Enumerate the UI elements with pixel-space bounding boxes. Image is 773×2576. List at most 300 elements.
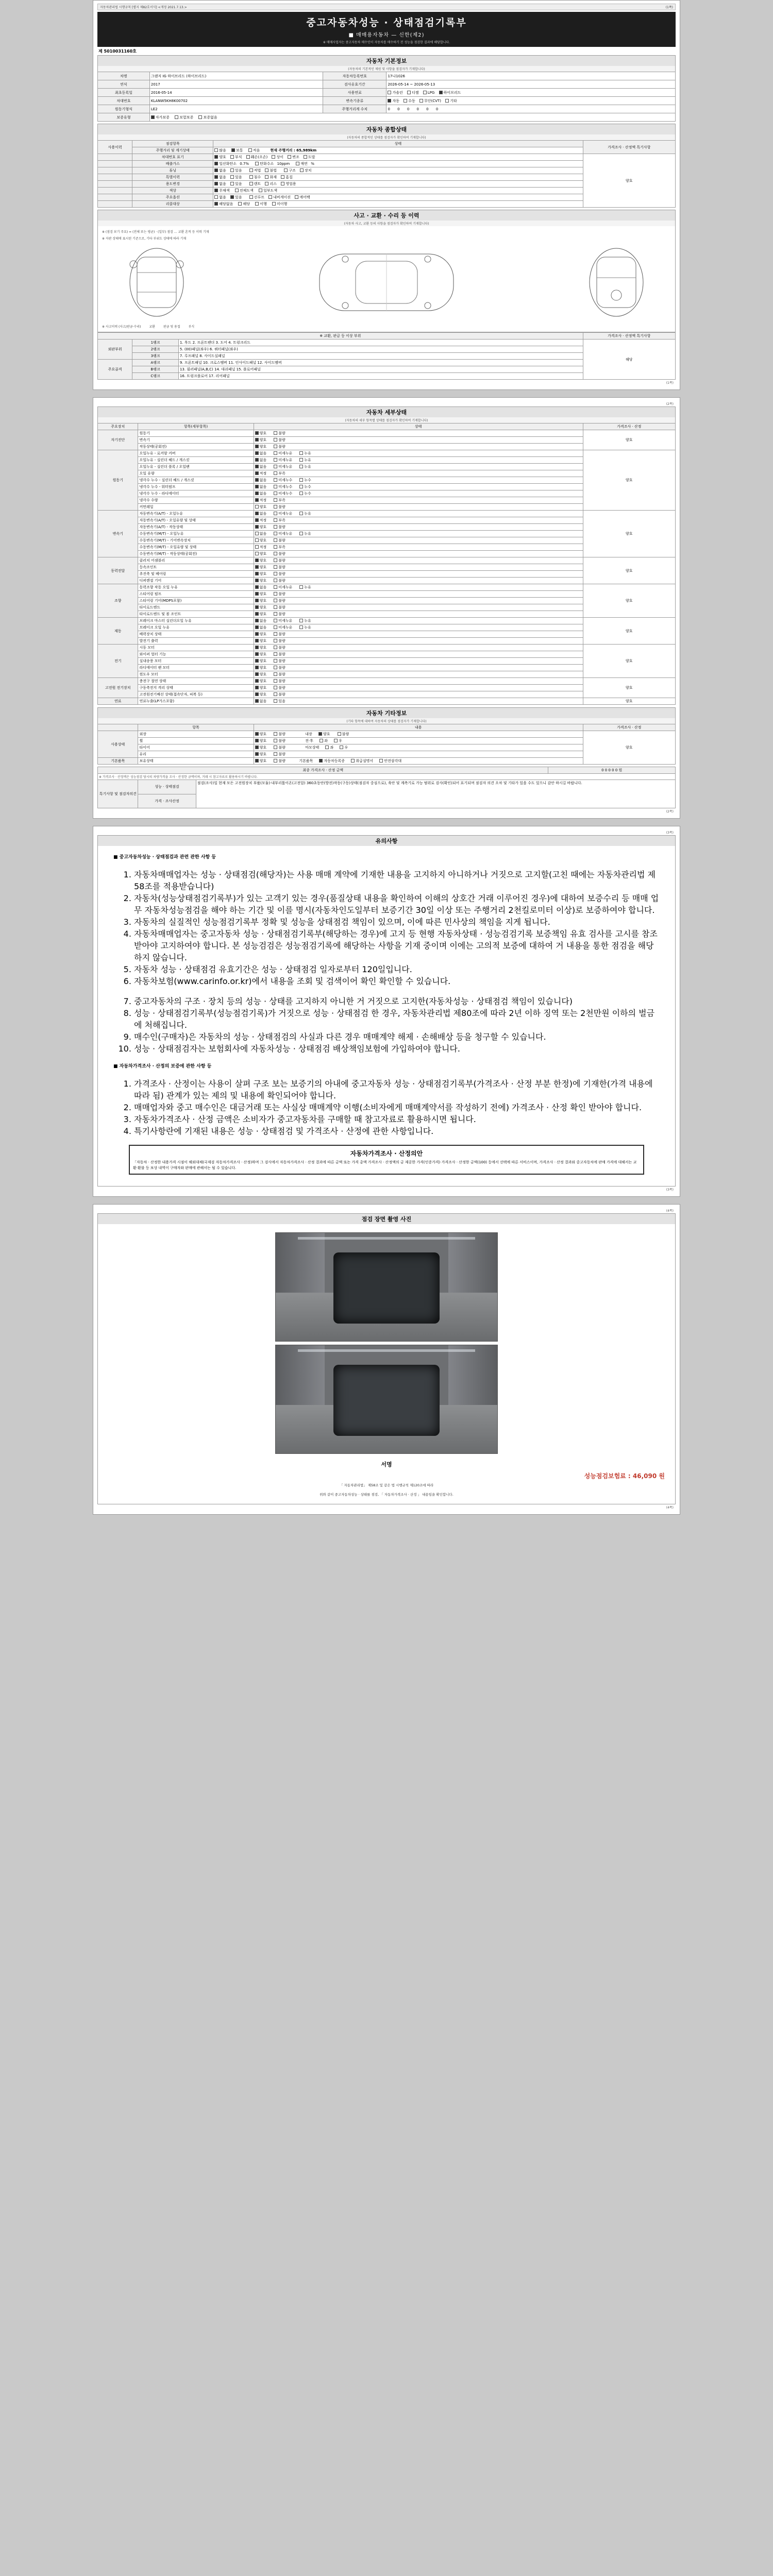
checkbox-selfdiag-0-ok[interactable]: [255, 431, 259, 435]
checkbox-driveline-3-ok[interactable]: [255, 579, 259, 582]
checkbox-driveline-3-bad[interactable]: [274, 579, 277, 582]
checkbox-vin-different[interactable]: [272, 155, 275, 159]
checkbox-steering-4-ok[interactable]: [255, 612, 259, 616]
checkbox-options-none[interactable]: [214, 195, 218, 199]
checkbox-trans-etc[interactable]: [445, 99, 449, 103]
checkbox-trans-3-none[interactable]: [255, 532, 259, 535]
checkbox-tire-left[interactable]: [325, 745, 329, 749]
checkbox-selfdiag-2-bad[interactable]: [274, 445, 277, 448]
checkbox-brake-0-leak[interactable]: [299, 619, 303, 622]
overall-row-color-label: 색상: [132, 188, 213, 194]
checkbox-tire-bad[interactable]: [274, 745, 277, 749]
checkbox-glass-ok[interactable]: [255, 752, 259, 756]
checkbox-trans-4-ok[interactable]: [255, 538, 259, 542]
recall-opt-0: 해당없음: [219, 202, 233, 206]
opt-electric-2-1: 불량: [278, 659, 285, 663]
checkbox-fuel-0-yes[interactable]: [274, 699, 277, 703]
checkbox-brake-0-none[interactable]: [255, 619, 259, 622]
panel-rank-2: 2랭크: [132, 346, 179, 353]
overall-row-tuning-state: [213, 167, 583, 174]
checkbox-interior-bad[interactable]: [338, 732, 341, 736]
detail-item-driveline-0: 클러치 어셈블리: [138, 557, 254, 564]
checkbox-fuel-lpg[interactable]: [423, 91, 427, 94]
legend-item-2: 부식: [188, 325, 195, 329]
car-rear-view-icon: [565, 244, 668, 321]
checkbox-doc-manual[interactable]: [351, 759, 355, 762]
opt-engine-3-0: 적정: [259, 471, 267, 476]
checkbox-options-sunroof[interactable]: [249, 195, 253, 199]
detail-remark-brake: 양호: [583, 618, 675, 645]
inspection-photo-1: [275, 1232, 498, 1342]
checkbox-doc-triangle[interactable]: [379, 759, 383, 762]
section-accident-sub: (자동차 사고, 교환 등의 사항을 점검자가 확인하여 기재합니다): [97, 221, 676, 226]
checkbox-items-ok[interactable]: [255, 759, 259, 762]
panel-rank-table: [97, 332, 676, 380]
checkbox-fuel-hybrid[interactable]: [439, 91, 443, 94]
other-col-item: 항목: [138, 724, 254, 731]
opinion-row-0-key: 성능 · 상태점검: [138, 780, 196, 794]
checkbox-steering-1-bad[interactable]: [274, 592, 277, 596]
checkbox-engine-7-low[interactable]: [274, 498, 277, 502]
opt-int-1: 불량: [342, 732, 349, 736]
opt-engine-6-0: 없음: [259, 492, 267, 496]
checkbox-electric-4-ok[interactable]: [255, 672, 259, 676]
checkbox-special-flood[interactable]: [249, 175, 253, 179]
checkbox-vin-erased[interactable]: [304, 155, 307, 159]
checkbox-electric-1-bad[interactable]: [274, 652, 277, 656]
checkbox-exterior-bad[interactable]: [274, 732, 277, 736]
checkbox-glass-bad[interactable]: [274, 752, 277, 756]
detail-state-brake-1: [254, 624, 583, 631]
other-remark-value: 양호: [583, 731, 675, 765]
opt-glass-0: 양호: [259, 752, 267, 756]
checkbox-driveline-2-ok[interactable]: [255, 572, 259, 575]
overall-left-head-7: [98, 188, 132, 194]
panel-rank-a: A랭크: [132, 360, 179, 366]
checkbox-hv-1-ok[interactable]: [255, 686, 259, 689]
label-vin: 차대번호: [98, 97, 150, 105]
detail-group-electric: 전기: [98, 645, 138, 678]
checkbox-engine-6-none[interactable]: [255, 492, 259, 495]
section-detail-sub: (자동차의 세부 항목별 상태를 점검자가 확인하여 기재합니다): [97, 417, 676, 423]
checkbox-wheel-ok[interactable]: [255, 739, 259, 742]
final-price-note: ※ 가격조사 · 산정액은 성능점검 당시의 차량가격을 조사 · 산정한 금액이며, 거래 시 참고자료로 활용하시기 바랍니다.: [98, 774, 676, 780]
notice-item-2-2: 9. 매수인(구매자)은 자동차의 성능 · 상태점검의 사실과 다른 경우 매매계약 해제 · 손해배상 등을 청구할 수 있습니다.: [134, 1030, 660, 1042]
checkbox-electric-2-bad[interactable]: [274, 659, 277, 663]
opinion-body: 점검(조사)일 현재 모든 고전원장치 부품(모듈)·내부리튬이온(고전압) 360초동안(방전)작동(구동)상태(점검자 중심으로), 육안 및 계측기로 가능 범위로 검사(확인)되어 표기되며 점검자 의견 오차 및 기타가 있을 수도 있으니 감안 하시길 바랍니다.: [196, 780, 675, 808]
checkbox-driveline-2-bad[interactable]: [274, 572, 277, 575]
opt-selfdiag-1-1: 불량: [278, 438, 285, 442]
checkbox-engine-4-micro[interactable]: [274, 478, 277, 482]
checkbox-engine-1-leak[interactable]: [299, 458, 303, 462]
label-trans: 변속기종류: [323, 97, 386, 105]
opt-brake-0-0: 없음: [259, 619, 267, 623]
notice-list-1: [113, 868, 660, 987]
checkbox-mileage-normal[interactable]: [231, 148, 235, 152]
section-basic-info-title: 자동차 기본정보: [97, 55, 676, 66]
detail-group-trans: 변속기: [98, 511, 138, 557]
checkbox-steering-2-ok[interactable]: [255, 599, 259, 602]
checkbox-steering-3-ok[interactable]: [255, 605, 259, 609]
checkbox-vin-altered[interactable]: [288, 155, 291, 159]
detail-state-trans-1: [254, 517, 583, 524]
checkbox-selfdiag-1-ok[interactable]: [255, 438, 259, 442]
opt-selfdiag-0-1: 불량: [278, 431, 285, 435]
checkbox-usechange-none[interactable]: [214, 182, 218, 185]
checkbox-electric-4-bad[interactable]: [274, 672, 277, 676]
options-opt-0: 없음: [219, 195, 226, 199]
checkbox-brake-0-micro[interactable]: [274, 619, 277, 622]
checkbox-trans-5-low[interactable]: [274, 545, 277, 549]
checkbox-trans-3-leak[interactable]: [299, 532, 303, 535]
detail-item-steering-0: 동력조향 작동 오일 누유: [138, 584, 254, 591]
opt-trans-3-1: 미세누유: [278, 532, 293, 536]
checkbox-emission-co[interactable]: [214, 162, 218, 165]
checkbox-steering-0-leak[interactable]: [299, 585, 303, 589]
checkbox-brake-1-micro[interactable]: [274, 625, 277, 629]
checkbox-engine-2-none[interactable]: [255, 465, 259, 468]
checkbox-trans-0-leak[interactable]: [299, 512, 303, 515]
checkbox-selfdiag-0-bad[interactable]: [274, 431, 277, 435]
opt-electric-0-1: 불량: [278, 646, 285, 650]
detail-state-steering-4: [254, 611, 583, 618]
checkbox-recall-done[interactable]: [255, 202, 259, 206]
checkbox-trans-cvt[interactable]: [419, 99, 423, 103]
checkbox-special-none[interactable]: [214, 175, 218, 179]
checkbox-trans-6-ok[interactable]: [255, 552, 259, 555]
checkbox-usechange-biz[interactable]: [281, 182, 284, 185]
checkbox-engine-8-bad[interactable]: [274, 505, 277, 509]
opt-electric-2-0: 양호: [259, 659, 267, 663]
checkbox-special-fire[interactable]: [265, 175, 268, 179]
checkbox-brake-2-bad[interactable]: [274, 632, 277, 636]
checkbox-engine-8-ok[interactable]: [255, 505, 259, 509]
checkbox-trans-2-bad[interactable]: [274, 525, 277, 529]
section-overall-title: 자동차 종합상태: [97, 124, 676, 134]
detail-state-electric-4: [254, 671, 583, 678]
checkbox-steering-1-ok[interactable]: [255, 592, 259, 596]
checkbox-engine-4-leak[interactable]: [299, 478, 303, 482]
checkbox-vin-corrosion[interactable]: [230, 155, 234, 159]
checkbox-tuning-none[interactable]: [214, 168, 218, 172]
checkbox-brake-2-ok[interactable]: [255, 632, 259, 636]
checkbox-warranty-ins[interactable]: [175, 115, 178, 119]
detail-item-brake-0: 브레이크 마스터 실린더오일 누유: [138, 618, 254, 624]
opt-trans-6-0: 양호: [259, 552, 267, 556]
diagram-legend: [100, 323, 673, 330]
form-code: 자동차관리법 시행규칙 [별지 제82호서식] <개정 2021.7.13.>: [100, 6, 187, 9]
detail-col-state: 상태: [254, 423, 583, 430]
opt-driveline-2-1: 불량: [278, 572, 285, 576]
checkbox-hv-1-bad[interactable]: [274, 686, 277, 689]
label-warranty: 보증유형: [98, 113, 150, 122]
checkbox-electric-0-ok[interactable]: [255, 646, 259, 649]
detail-state-steering-3: [254, 604, 583, 611]
checkbox-engine-4-none[interactable]: [255, 478, 259, 482]
checkbox-options-airbag[interactable]: [295, 195, 298, 199]
other-info-table: [97, 724, 676, 765]
detail-item-hv-1: 구동축전지 격리 상태: [138, 685, 254, 691]
opt-driveline-3-0: 양호: [259, 579, 267, 583]
checkbox-trans-auto[interactable]: [388, 99, 391, 103]
other-item-1b: 전·후: [305, 739, 313, 743]
checkbox-exterior-ok[interactable]: [255, 732, 259, 736]
opt-steering-3-0: 양호: [259, 605, 267, 609]
detail-state-selfdiag-0: [254, 430, 583, 437]
usechange-opt-1: 있음: [234, 182, 242, 186]
photo-1-lamp: [298, 1237, 475, 1240]
detail-state-hv-2: [254, 691, 583, 698]
detail-state-engine-1: [254, 457, 583, 464]
detail-remark-steering: 양호: [583, 584, 675, 618]
checkbox-engine-7-ok[interactable]: [255, 498, 259, 502]
detail-col-remark: 가격조사 · 산정: [583, 423, 675, 430]
checkbox-trans-1-low[interactable]: [274, 518, 277, 522]
checkbox-trans-0-micro[interactable]: [274, 512, 277, 515]
opt-electric-1-0: 양호: [259, 652, 267, 656]
checkbox-recall-yes[interactable]: [238, 202, 242, 206]
label-mileage: 주행거리계 수치: [323, 105, 386, 113]
notice-item-1-0: 1. 자동차매매업자는 성능 · 상태점검(해당자)는 사용 매매 계약에 기재한 내용을 고지하지 아니하거나 거짓으로 고지할(고친 때에는 자동차관리법 제58조를 적용받습니다): [134, 868, 660, 892]
checkbox-recall-na[interactable]: [214, 202, 218, 206]
checkbox-driveline-0-bad[interactable]: [274, 558, 277, 562]
checkbox-special-yes[interactable]: [230, 175, 234, 179]
detail-state-engine-0: [254, 450, 583, 457]
opt-electric-3-0: 양호: [259, 666, 267, 670]
checkbox-steering-4-bad[interactable]: [274, 612, 277, 616]
checkbox-usechange-yes[interactable]: [230, 182, 234, 185]
opt-hv-2-0: 양호: [259, 692, 267, 697]
checkbox-engine-5-leak[interactable]: [299, 485, 303, 488]
checkbox-usechange-rent[interactable]: [249, 182, 253, 185]
checkbox-brake-3-bad[interactable]: [274, 639, 277, 642]
checkbox-driveline-1-bad[interactable]: [274, 565, 277, 569]
checkbox-selfdiag-1-bad[interactable]: [274, 438, 277, 442]
opt-brake-0-2: 누유: [304, 619, 311, 623]
checkbox-engine-0-micro[interactable]: [274, 451, 277, 455]
special-opt-0: 없음: [219, 175, 226, 179]
checkbox-electric-1-ok[interactable]: [255, 652, 259, 656]
value-trans: [386, 97, 676, 105]
checkbox-mileage-high[interactable]: [214, 148, 218, 152]
opt-engine-2-2: 누유: [304, 465, 311, 469]
value-vin: KLANW5KH8K00702: [149, 97, 323, 105]
checkbox-color-full[interactable]: [235, 189, 239, 192]
opt-hv-0-0: 양호: [259, 679, 267, 683]
opt-glass-1: 불량: [278, 752, 285, 756]
overall-row-recall-label: 리콜대상: [132, 201, 213, 208]
opt-driveline-0-1: 불량: [278, 558, 285, 563]
checkbox-trans-4-bad[interactable]: [274, 538, 277, 542]
checkbox-engine-2-leak[interactable]: [299, 465, 303, 468]
detail-state-trans-6: [254, 551, 583, 557]
checkbox-engine-3-low[interactable]: [274, 471, 277, 475]
checkbox-interior-ok[interactable]: [318, 732, 322, 736]
checkbox-driveline-1-ok[interactable]: [255, 565, 259, 569]
detail-col-item: 항목(세부항목): [138, 423, 254, 430]
detail-item-brake-1: 브레이크 오일 누유: [138, 624, 254, 631]
checkbox-electric-2-ok[interactable]: [255, 659, 259, 663]
checkbox-electric-3-bad[interactable]: [274, 666, 277, 669]
checkbox-items-bad[interactable]: [274, 759, 277, 762]
opinion-row-1-key: 가격 · 조사산정: [138, 794, 196, 808]
opt-tire-l: 좌: [330, 745, 334, 750]
opt-steering-1-1: 불량: [278, 592, 285, 596]
opt-engine-3-1: 부족: [278, 471, 285, 476]
opt-electric-4-1: 불량: [278, 672, 285, 676]
checkbox-vin-ok[interactable]: [214, 155, 218, 159]
opt-hv-1-1: 불량: [278, 686, 285, 690]
checkbox-wheel-right[interactable]: [334, 739, 338, 742]
section-basic-info-sub: (자동차의 기본적인 제원 및 사항을 점검자가 기재합니다): [97, 66, 676, 72]
checkbox-steering-0-micro[interactable]: [274, 585, 277, 589]
checkbox-hv-0-ok[interactable]: [255, 679, 259, 683]
opt-trans-3-2: 누유: [304, 532, 311, 536]
usechange-sub-0: 렌트: [254, 182, 261, 186]
notice-item-3-0: 1. 가격조사 · 산정이는 사용이 살펴 구조 보는 보증기의 아내에 중고자동차 성능 · 상태점검기록부(가격조사 · 산정 부분 한정)에 기재한(가격 내용에 따라 됨) 관계가 있는 제의 및 내용에 확인되어야 합니다.: [134, 1077, 660, 1101]
checkbox-trans-3-micro[interactable]: [274, 532, 277, 535]
other-item-4b: 기본품목: [299, 759, 313, 763]
checkbox-trans-manual[interactable]: [404, 99, 407, 103]
page-number-2: (2쪽): [666, 402, 674, 406]
checkbox-engine-5-micro[interactable]: [274, 485, 277, 488]
detail-group-steering: 조향: [98, 584, 138, 618]
detail-item-electric-1: 와이퍼 업터 기능: [138, 651, 254, 658]
checkbox-warranty-none[interactable]: [198, 115, 202, 119]
detail-remark-fuel: 양호: [583, 698, 675, 705]
checkbox-engine-1-micro[interactable]: [274, 458, 277, 462]
page-number-4: (4쪽): [666, 1209, 674, 1213]
checkbox-steering-0-none[interactable]: [255, 585, 259, 589]
opt-fuel-0-1: 있음: [278, 699, 285, 703]
checkbox-tuning-device[interactable]: [300, 168, 304, 172]
checkbox-hv-2-bad[interactable]: [274, 692, 277, 696]
checkbox-mileage-low[interactable]: [248, 148, 252, 152]
checkbox-recall-notdone[interactable]: [272, 202, 276, 206]
opt-trans-6-1: 불량: [278, 552, 285, 556]
panel-items-2: 5. (00)패널(좌우) 6. 쿼터패널(좌우): [178, 346, 583, 353]
checkbox-fuel-0-none[interactable]: [255, 699, 259, 703]
checkbox-brake-1-none[interactable]: [255, 625, 259, 629]
checkbox-trans-5-ok[interactable]: [255, 545, 259, 549]
tuning-opt-0: 없음: [219, 168, 226, 173]
warranty-opt-0: 자가보증: [155, 115, 170, 120]
checkbox-emission-hc[interactable]: [255, 162, 259, 165]
checkbox-tire-ok[interactable]: [255, 745, 259, 749]
detail-state-driveline-3: [254, 578, 583, 584]
checkbox-color-original[interactable]: [214, 189, 218, 192]
checkbox-engine-0-leak[interactable]: [299, 451, 303, 455]
checkbox-brake-1-leak[interactable]: [299, 625, 303, 629]
checkbox-trans-1-ok[interactable]: [255, 518, 259, 522]
checkbox-engine-3-ok[interactable]: [255, 471, 259, 475]
notice-list-3: [113, 1077, 660, 1137]
checkbox-engine-0-none[interactable]: [255, 451, 259, 455]
checkbox-selfdiag-2-ok[interactable]: [255, 445, 259, 448]
sheet-page-1: [93, 0, 680, 390]
label-reg-no: 자동차등록번호: [323, 72, 386, 80]
overall-row-options-state: [213, 194, 583, 201]
checkbox-wheel-bad[interactable]: [274, 739, 277, 742]
checkbox-steering-2-bad[interactable]: [274, 599, 277, 602]
car-diagram-row: [100, 242, 673, 323]
checkbox-options-yes[interactable]: [230, 195, 234, 199]
detail-group-hv: 고전원 전기장치: [98, 678, 138, 698]
checkbox-tire-right[interactable]: [340, 745, 343, 749]
trans-opt-0: 자동: [392, 98, 399, 103]
value-car-name: 그랜저 IG 하이브리드 (하이브리드): [149, 72, 323, 80]
overall-row-color-state: [213, 188, 583, 194]
checkbox-trans-0-none[interactable]: [255, 512, 259, 515]
checkbox-color-partial[interactable]: [259, 189, 262, 192]
warranty-opt-2: 보증없음: [203, 115, 217, 120]
panel-items-c: 16. 트렁크플로어 17. 리어패널: [178, 373, 583, 380]
section-other-title: 자동차 기타정보: [97, 707, 676, 718]
opt-brake-1-1: 미세누유: [278, 625, 293, 630]
checkbox-options-nav[interactable]: [268, 195, 272, 199]
checkbox-fuel-gasoline[interactable]: [388, 91, 391, 94]
car-front-view-icon: [105, 244, 208, 321]
opt-brake-1-0: 없음: [259, 625, 267, 630]
checkbox-tuning-yes[interactable]: [230, 168, 234, 172]
checkbox-engine-5-none[interactable]: [255, 485, 259, 488]
checkbox-usechange-lease[interactable]: [265, 182, 268, 185]
checkbox-steering-3-bad[interactable]: [274, 605, 277, 609]
checkbox-tuning-legal[interactable]: [249, 168, 253, 172]
recall-opt-3: 미이행: [277, 202, 288, 206]
overall-state-table: [97, 140, 676, 208]
checkbox-emission-smoke[interactable]: [296, 162, 299, 165]
checkbox-trans-6-bad[interactable]: [274, 552, 277, 555]
detail-item-selfdiag-0: 원동기: [138, 430, 254, 437]
checkbox-engine-2-micro[interactable]: [274, 465, 277, 468]
checkbox-wheel-left[interactable]: [320, 739, 323, 742]
opt-engine-0-1: 미세누유: [278, 451, 293, 455]
detail-item-electric-4: 윈도우 모터: [138, 671, 254, 678]
checkbox-hv-0-bad[interactable]: [274, 679, 277, 683]
checkbox-electric-3-ok[interactable]: [255, 666, 259, 669]
opinion-left-head: 특기사항 및 점검자의견: [98, 780, 138, 808]
checkbox-electric-0-bad[interactable]: [274, 646, 277, 649]
checkbox-trans-2-ok[interactable]: [255, 525, 259, 529]
checkbox-hv-2-ok[interactable]: [255, 692, 259, 696]
checkbox-fuel-diesel[interactable]: [407, 91, 411, 94]
checkbox-brake-3-ok[interactable]: [255, 639, 259, 642]
panel-items-a: 9. 프론트패널 10. 크로스멤버 11. 인사이드패널 12. 사이드멤버: [178, 360, 583, 366]
checkbox-doc-reg[interactable]: [319, 759, 323, 762]
overall-row-special-state: [213, 174, 583, 181]
checkbox-tuning-illegal[interactable]: [265, 168, 268, 172]
opt-basic-1: 취급설명서: [356, 759, 374, 763]
notice-item-1-4: 5. 자동차 성능 · 상태점검 유효기간은 성능 · 상태점검 일자로부터 120일입니다.: [134, 963, 660, 975]
detail-col-group: 주요장치: [98, 423, 138, 430]
value-insp-period: 2026-05-14 ~ 2026-05-13: [386, 80, 676, 89]
special-sub-0: 침수: [254, 175, 261, 179]
checkbox-engine-1-none[interactable]: [255, 458, 259, 462]
checkbox-engine-6-leak[interactable]: [299, 492, 303, 495]
notice-item-1-1: 2. 자동차(성능상태점검기록부)가 있는 고객기 있는 경우(품질상태 내용을 확인하여 이해의 상호간 거래 이루어진 경우)에 대하여 보증수리 등 매매 업무 자동차성능점검을 해야 하는 기간 및 이를 명시(자동차인도일부터 보증기간 30일 이상 또는 주행거리 2천킬로미터 이상)로 보증하여야 합니다.: [134, 892, 660, 916]
checkbox-vin-damage[interactable]: [246, 155, 250, 159]
vin-opt-2: 훼손(오손): [250, 155, 268, 159]
checkbox-engine-6-micro[interactable]: [274, 492, 277, 495]
checkbox-tuning-structure[interactable]: [284, 168, 288, 172]
checkbox-special-scratch[interactable]: [281, 175, 284, 179]
opt-engine-6-1: 미세누수: [278, 492, 293, 496]
detail-item-selfdiag-2: 작동상태(공회전): [138, 444, 254, 450]
other-group-usestate: 사용상태: [98, 731, 138, 758]
checkbox-warranty-self[interactable]: [151, 115, 155, 119]
checkbox-driveline-0-ok[interactable]: [255, 558, 259, 562]
